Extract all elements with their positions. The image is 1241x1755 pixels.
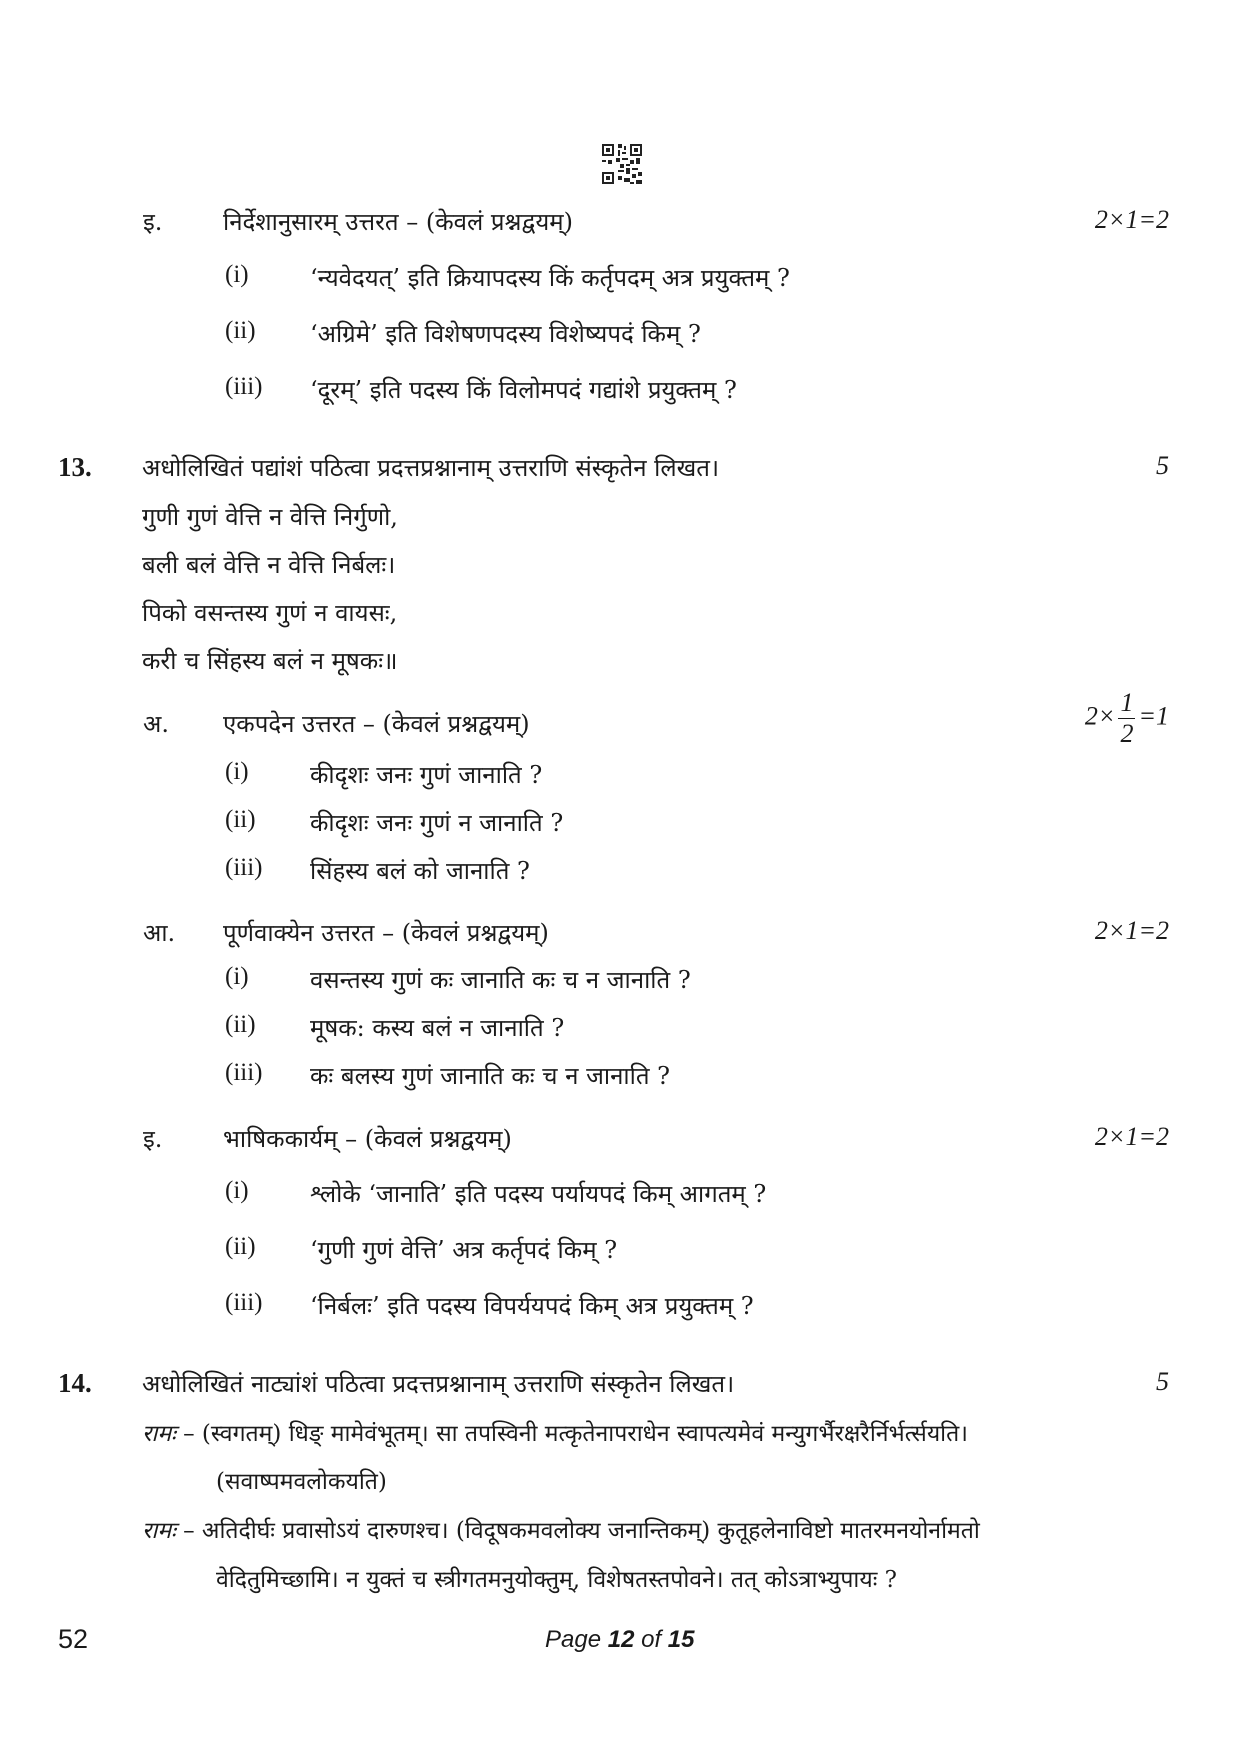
item-num: (ii) xyxy=(225,806,256,833)
item-text: श्लोके ‘जानाति’ इति पदस्य पर्यायपदं किम् आगतम् ? xyxy=(310,1180,767,1208)
sub-label: अ. xyxy=(143,710,169,738)
item-num: (iii) xyxy=(225,1059,263,1086)
item-text: ‘गुणी गुणं वेत्ति’ अत्र कर्तृपदं किम् ? xyxy=(310,1236,618,1264)
qr-code-icon xyxy=(602,144,642,184)
sub-heading: पूर्णवाक्येन उत्तरत – (केवलं प्रश्नद्वयम्) xyxy=(223,919,549,947)
item-text: ‘निर्बलः’ इति पदस्य विपर्ययपदं किम् अत्र प्रयुक्तम् ? xyxy=(310,1292,754,1320)
sub-heading: भाषिककार्यम् – (केवलं प्रश्नद्वयम्) xyxy=(223,1125,512,1153)
item-text: कीदृशः जनः गुणं जानाति ? xyxy=(310,761,543,789)
item-text: ‘दूरम्’ इति पदस्य किं विलोमपदं गद्यांशे प्रयुक्तम् ? xyxy=(310,376,737,404)
marks: 2× $\frac{1}{2}$ =1 xyxy=(1084,688,1169,748)
marks: 2×1=2 xyxy=(1094,916,1169,945)
verse-line: करी च सिंहस्य बलं न मूषकः॥ xyxy=(142,647,398,675)
item-num: (ii) xyxy=(225,1011,256,1038)
item-num: (ii) xyxy=(225,317,256,344)
item-num: (iii) xyxy=(225,373,263,400)
item-text: ‘अग्रिमे’ इति विशेषणपदस्य विशेष्यपदं किम् ? xyxy=(310,320,701,348)
marks: 5 xyxy=(1156,1367,1169,1396)
item-text: मूषक: कस्य बलं न जानाति ? xyxy=(310,1014,565,1042)
sub-heading: एकपदेन उत्तरत – (केवलं प्रश्नद्वयम्) xyxy=(223,710,530,738)
question-instruction: अधोलिखितं नाट्यांशं पठित्वा प्रदत्तप्रश्नानाम् उत्तराणि संस्कृतेन लिखत। xyxy=(142,1370,735,1398)
speaker-name: रामः xyxy=(142,1421,176,1447)
sub-heading: निर्देशानुसारम् उत्तरत – (केवलं प्रश्नद्वयम्) xyxy=(223,208,573,236)
item-num: (iii) xyxy=(225,854,263,881)
marks: 2×1=2 xyxy=(1094,1122,1169,1151)
item-num: (i) xyxy=(225,1177,249,1204)
page-indicator: Page 12 of 15 xyxy=(545,1626,695,1653)
speaker-name: रामः xyxy=(142,1518,176,1544)
sub-label: इ. xyxy=(143,208,163,236)
item-num: (ii) xyxy=(225,1233,256,1260)
verse-line: पिको वसन्तस्य गुणं न वायसः, xyxy=(142,599,398,627)
stage-direction: (सवाष्पमवलोकयति) xyxy=(216,1469,387,1495)
item-text: ‘न्यवेदयत्’ इति क्रियापदस्य किं कर्तृपदम् अत्र प्रयुक्तम् ? xyxy=(310,264,790,292)
dialogue-line: रामः – अतिदीर्घः प्रवासोऽयं दारुणश्च। (विदूषकमवलोक्य जनान्तिकम्) कुतूहलेनाविष्टो मातरमनयोर्नामतो xyxy=(142,1518,980,1544)
marks: 2×1=2 xyxy=(1094,205,1169,234)
item-text: वसन्तस्य गुणं कः जानाति कः च न जानाति ? xyxy=(310,966,691,994)
question-number: 13. xyxy=(58,452,92,482)
item-num: (i) xyxy=(225,261,249,288)
question-number: 14. xyxy=(58,1368,92,1398)
verse-line: बली बलं वेत्ति न वेत्ति निर्बलः। xyxy=(142,551,396,579)
dialogue-line: रामः – (स्वगतम्) धिङ् मामेवंभूतम्। सा तपस्विनी मत्कृतेनापराधेन स्वापत्यमेवं मन्युगर्भैरक्षरैर्निर्भर्त्सयति। xyxy=(142,1421,968,1447)
question-instruction: अधोलिखितं पद्यांशं पठित्वा प्रदत्तप्रश्नानाम् उत्तराणि संस्कृतेन लिखत। xyxy=(142,454,720,482)
verse-line: गुणी गुणं वेत्ति न वेत्ति निर्गुणो, xyxy=(142,503,398,531)
sub-label: आ. xyxy=(143,919,176,947)
marks: 5 xyxy=(1156,451,1169,480)
dialogue-continuation: वेदितुमिच्छामि। न युक्तं च स्त्रीगतमनुयोक्तुम्, विशेषतस्तपोवने। तत् कोऽत्राभ्युपायः ? xyxy=(216,1567,897,1593)
sub-label: इ. xyxy=(143,1125,163,1153)
item-num: (i) xyxy=(225,758,249,785)
paper-code: 52 xyxy=(58,1624,89,1654)
item-text: कः बलस्य गुणं जानाति कः च न जानाति ? xyxy=(310,1062,671,1090)
item-num: (iii) xyxy=(225,1289,263,1316)
item-text: सिंहस्य बलं को जानाति ? xyxy=(310,857,530,885)
item-text: कीदृशः जनः गुणं न जानाति ? xyxy=(310,809,564,837)
item-num: (i) xyxy=(225,963,249,990)
